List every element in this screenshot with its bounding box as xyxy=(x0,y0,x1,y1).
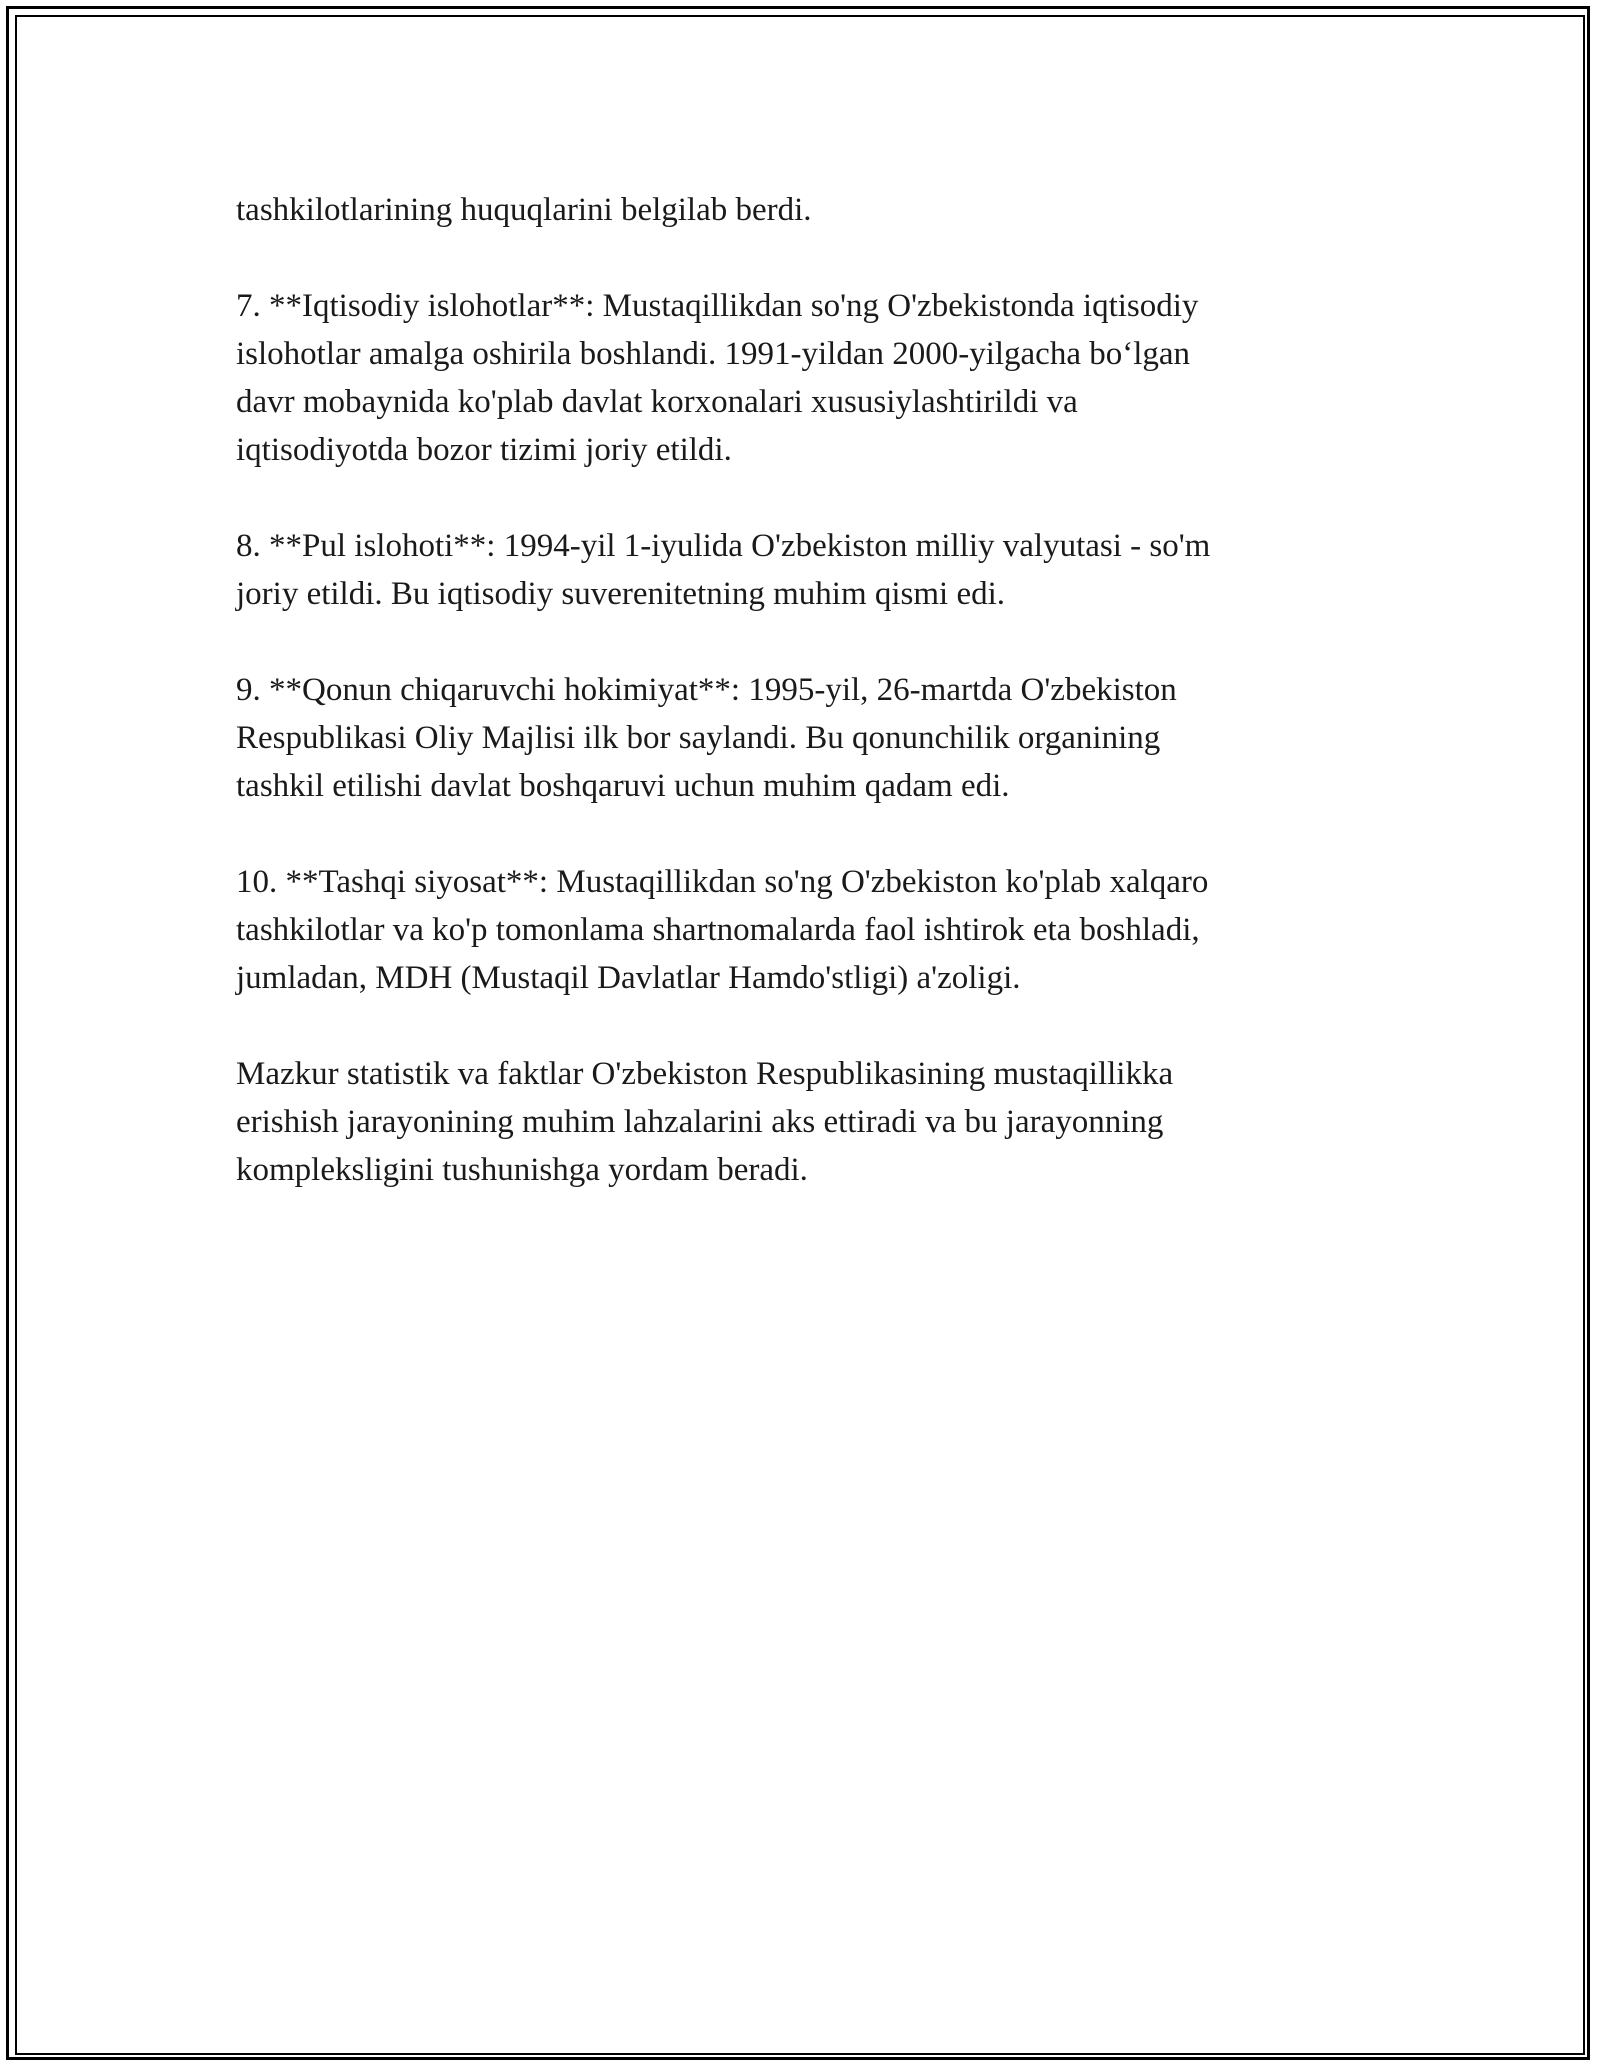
paragraph-qonun-chiqaruvchi: 9. **Qonun chiqaruvchi hokimiyat**: 1995-yil, 26-martda O'zbekiston Respublikasi Oliy Majlisi ilk bor saylandi. Bu qonunchilik organining tashkil etilishi davlat boshqaruvi uchun muhim qadam edi. xyxy=(236,672,1177,804)
paragraph-conclusion: Mazkur statistik va faktlar O'zbekiston Respublikasining mustaqillikka erishish jarayonining muhim lahzalarini aks ettiradi va bu jarayonning kompleksligini tushunishga yordam beradi. xyxy=(236,1056,1174,1188)
paragraph-tashqi-siyosat: 10. **Tashqi siyosat**: Mustaqillikdan so'ng O'zbekiston ko'plab xalqaro tashkilotlar va ko'p tomonlama shartnomalarda faol ishtirok eta boshladi, jumladan, MDH (Mustaqil Davlatlar Hamdo'stligi) a'zoligi. xyxy=(236,864,1209,996)
paragraph-pul-islohoti: 8. **Pul islohoti**: 1994-yil 1-iyulida O'zbekiston milliy valyutasi - so'm joriy etildi. Bu iqtisodiy suverenitetning muhim qismi edi. xyxy=(236,528,1211,612)
paragraph-continuation: tashkilotlarining huquqlarini belgilab berdi. xyxy=(236,192,812,228)
paragraph-iqtisodiy-islohotlar: 7. **Iqtisodiy islohotlar**: Mustaqillikdan so'ng O'zbekistonda iqtisodiy islohotlar amalga oshirila boshlandi. 1991-yildan 2000-yilgacha bo‘lgan davr mobaynida ko'plab davlat korxonalari xususiylashtirildi va iqtisodiyotda bozor tizimi joriy etildi. xyxy=(236,288,1199,468)
document-body xyxy=(236,186,1366,1242)
